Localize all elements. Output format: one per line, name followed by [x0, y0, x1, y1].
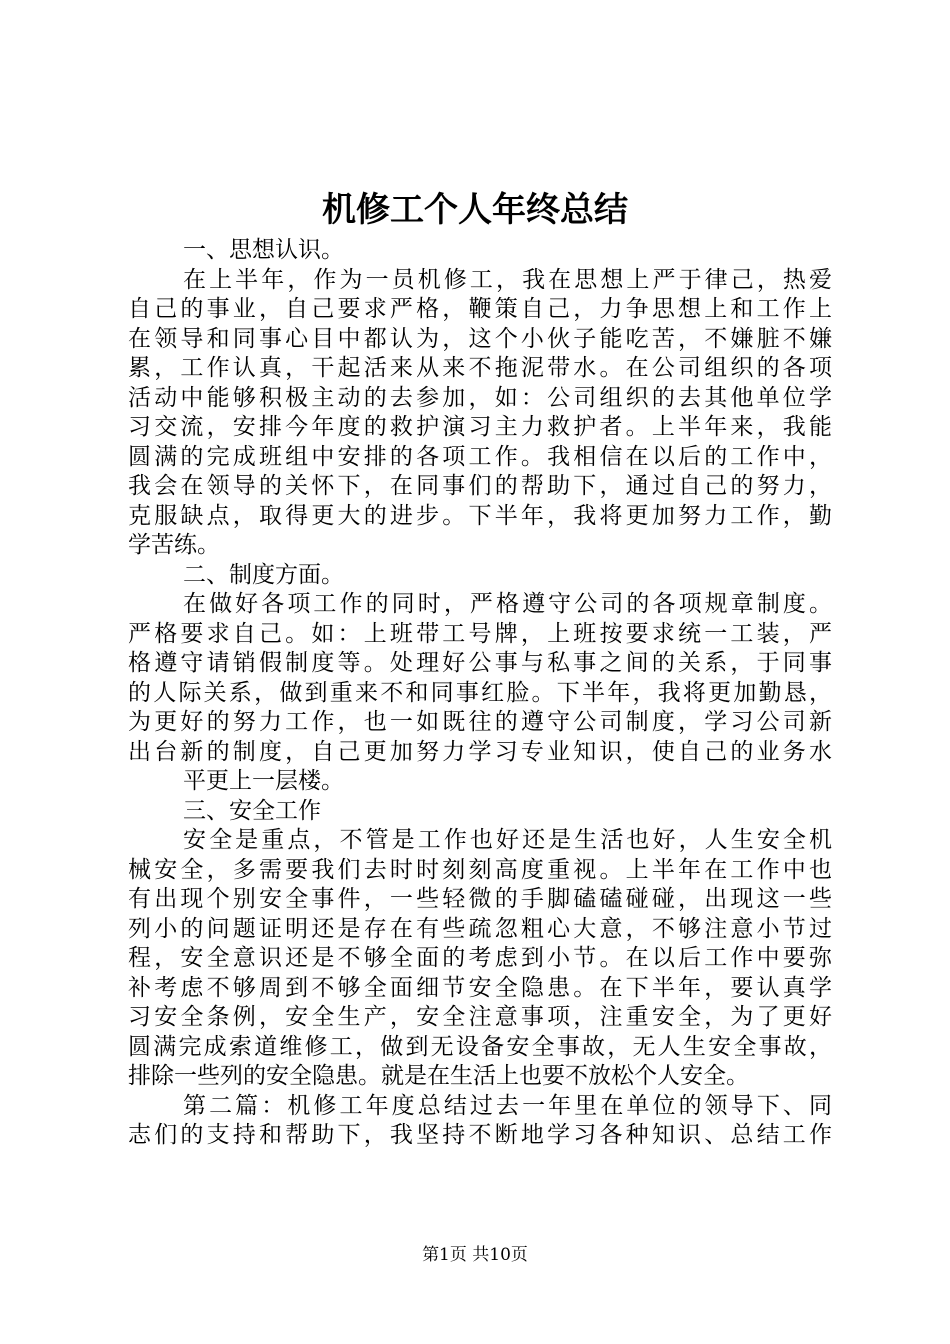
text-line: 一、思想认识。	[183, 237, 344, 263]
page-indicator: 第1页 共10页	[422, 1245, 528, 1265]
text-line: 列小的问题证明还是存在有些疏忽粗心大意，不够注意小节过	[128, 915, 832, 942]
text-line: 平更上一层楼。	[183, 768, 344, 794]
text-line: 程，安全意识还是不够全面的考虑到小节。在以后工作中要弥	[128, 945, 832, 971]
text-line: 的人际关系，做到重来不和同事红脸。下半年，我将更加勤恳，	[128, 679, 832, 706]
text-line: 二、制度方面。	[183, 561, 344, 588]
text-line: 习安全条例，安全生产，安全注意事项，注重安全，为了更好	[128, 1004, 832, 1030]
text-line: 活动中能够积极主动的去参加，如：公司组织的去其他单位学	[128, 384, 832, 411]
text-line: 在做好各项工作的同时，严格遵守公司的各项规章制度。	[183, 591, 832, 617]
text-line: 安全是重点，不管是工作也好还是生活也好，人生安全机	[183, 827, 832, 853]
document-title: 机修工个人年终总结	[322, 190, 628, 230]
text-line: 在领导和同事心目中都认为，这个小伙子能吃苦，不嫌脏不嫌	[128, 325, 832, 352]
text-line: 严格要求自己。如：上班带工号牌，上班按要求统一工装，严	[128, 620, 832, 647]
text-line: 排除一些列的安全隐患。就是在生活上也要不放松个人安全。	[128, 1063, 749, 1089]
text-line: 习交流，安排今年度的救护演习主力救护者。上半年来，我能	[128, 414, 832, 440]
text-line: 有出现个别安全事件，一些轻微的手脚磕磕碰碰，出现这一些	[128, 886, 832, 912]
text-line: 圆满的完成班组中安排的各项工作。我相信在以后的工作中，	[128, 443, 832, 470]
document-body	[128, 236, 832, 1151]
text-line: 出台新的制度，自己更加努力学习专业知识，使自己的业务水	[128, 738, 832, 765]
text-line: 第二篇：机修工年度总结过去一年里在单位的领导下、同	[183, 1092, 832, 1119]
text-line: 格遵守请销假制度等。处理好公事与私事之间的关系，于同事	[128, 650, 832, 676]
text-line: 圆满完成索道维修工，做到无设备安全事故，无人生安全事故，	[128, 1033, 832, 1060]
text-line: 志们的支持和帮助下，我坚持不断地学习各种知识、总结工作	[128, 1122, 832, 1148]
text-line: 械安全，多需要我们去时时刻刻高度重视。上半年在工作中也	[128, 856, 832, 883]
text-line: 在上半年，作为一员机修工，我在思想上严于律己，热爱	[183, 266, 832, 293]
text-line: 自己的事业，自己要求严格，鞭策自己，力争思想上和工作上	[128, 296, 832, 322]
text-line: 克服缺点，取得更大的进步。下半年，我将更加努力工作，勤	[128, 502, 832, 529]
text-line: 学苦练。	[128, 532, 220, 558]
text-line: 我会在领导的关怀下，在同事们的帮助下，通过自己的努力，	[128, 473, 832, 499]
text-line: 补考虑不够周到不够全面细节安全隐患。在下半年，要认真学	[128, 974, 832, 1001]
text-line: 累，工作认真，干起活来从来不拖泥带水。在公司组织的各项	[128, 355, 832, 381]
text-line: 三、安全工作	[183, 797, 321, 824]
text-line: 为更好的努力工作，也一如既往的遵守公司制度，学习公司新	[128, 709, 832, 735]
